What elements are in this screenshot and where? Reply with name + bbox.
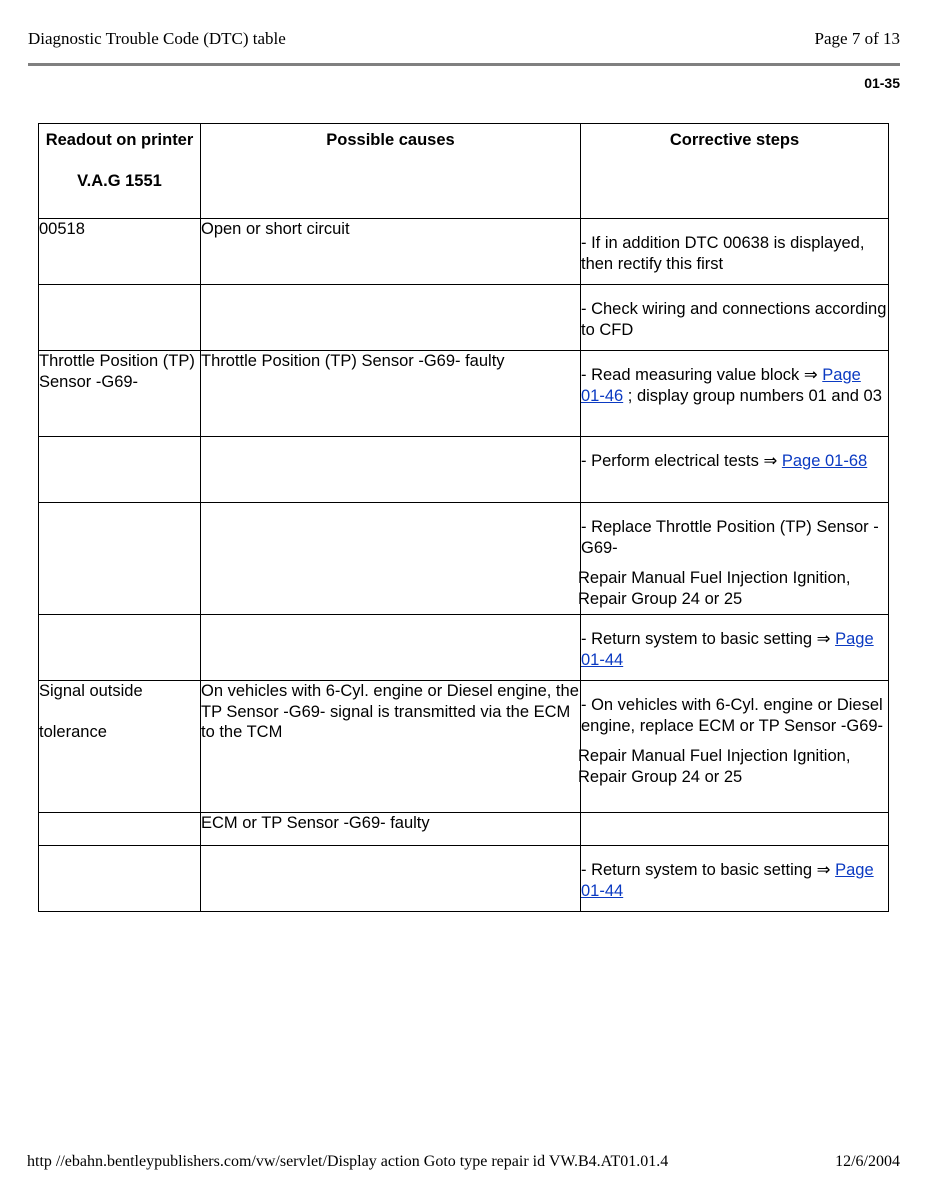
step-cell <box>581 285 889 351</box>
readout-line: Signal outside <box>39 682 143 700</box>
col-header-steps: Corrective steps <box>581 124 889 219</box>
step-cell <box>581 846 889 912</box>
step-text: - On vehicles with 6-Cyl. engine or Diesel engine, replace ECM or TP Sensor -G69- <box>581 696 884 735</box>
cause-cell <box>201 285 581 351</box>
footer-date: 12/6/2004 <box>835 1153 900 1170</box>
table-row <box>39 437 889 503</box>
table-row <box>39 846 889 912</box>
step-text <box>581 351 888 406</box>
page-footer <box>27 1153 900 1171</box>
page-link-01-46[interactable]: Page 01-46 <box>581 366 861 405</box>
step-text: - If in addition DTC 00638 is displayed, then rectify this first <box>581 234 865 273</box>
step-text: - Replace Throttle Position (TP) Sensor -G69- <box>581 518 879 557</box>
step-cell <box>581 615 889 681</box>
cause-cell <box>201 615 581 681</box>
step-prefix: - Return system to basic setting ⇒ <box>581 861 836 879</box>
page-link-01-44[interactable]: Page 01-44 <box>581 630 874 669</box>
readout-cell <box>39 615 201 681</box>
cause-cell: Open or short circuit <box>201 219 581 285</box>
cause-cell: ECM or TP Sensor -G69- faulty <box>201 813 581 846</box>
cause-cell <box>201 503 581 615</box>
step-prefix: - Read measuring value block ⇒ <box>581 366 823 384</box>
table-row <box>39 351 889 437</box>
table-row <box>39 813 889 846</box>
table-row <box>39 681 889 813</box>
table-row <box>39 615 889 681</box>
step-cell <box>581 437 889 503</box>
step-suffix: ; display group numbers 01 and 03 <box>623 386 882 405</box>
table-row <box>39 503 889 615</box>
step-text <box>581 437 888 472</box>
step-prefix: - Perform electrical tests ⇒ <box>581 452 782 470</box>
readout-cell: Throttle Position (TP) Sensor -G69- <box>39 351 201 437</box>
reference-note: Repair Manual Fuel Injection Ignition, Repair Group 24 or 25 <box>578 747 851 786</box>
page-link-01-44[interactable]: Page 01-44 <box>581 861 874 900</box>
readout-cell <box>39 437 201 503</box>
step-cell <box>578 503 889 615</box>
step-cell <box>581 351 889 437</box>
cause-cell <box>201 846 581 912</box>
footer-url: http //ebahn.bentleypublishers.com/vw/servlet/Display action Goto type repair id VW.B4.AT01.01.4 <box>27 1153 669 1170</box>
step-cell <box>581 813 889 846</box>
readout-cell <box>39 813 201 846</box>
col-header-readout-tester: V.A.G 1551 <box>77 172 162 190</box>
step-text <box>581 615 888 670</box>
step-text <box>581 846 888 901</box>
col-header-causes: Possible causes <box>201 124 581 219</box>
step-prefix: - Return system to basic setting ⇒ <box>581 630 836 648</box>
reference-note: Repair Manual Fuel Injection Ignition, Repair Group 24 or 25 <box>578 569 851 608</box>
step-cell <box>581 219 889 285</box>
readout-cell <box>39 846 201 912</box>
readout-cell: 00518 <box>39 219 201 285</box>
cause-cell: On vehicles with 6-Cyl. engine or Diesel engine, the TP Sensor -G69- signal is transmitted via the ECM to the TCM <box>201 681 581 813</box>
table-row <box>39 219 889 285</box>
readout-line: tolerance <box>39 723 107 741</box>
readout-cell <box>39 503 201 615</box>
dtc-table <box>38 123 889 912</box>
table-row <box>39 285 889 351</box>
section-code: 01-35 <box>864 75 900 91</box>
step-cell <box>578 681 889 813</box>
document-title: Diagnostic Trouble Code (DTC) table <box>28 29 286 48</box>
header-divider <box>28 63 900 66</box>
cause-cell <box>201 437 581 503</box>
cause-cell: Throttle Position (TP) Sensor -G69- faulty <box>201 351 581 437</box>
readout-cell <box>39 285 201 351</box>
col-header-readout <box>39 124 201 219</box>
step-text: - Check wiring and connections according to CFD <box>581 300 887 339</box>
readout-cell <box>39 681 201 813</box>
col-header-readout-label: Readout on printer <box>45 131 194 149</box>
page-link-01-68[interactable]: Page 01-68 <box>781 452 868 470</box>
table-header-row <box>39 124 889 219</box>
page-number: Page 7 of 13 <box>814 29 900 48</box>
